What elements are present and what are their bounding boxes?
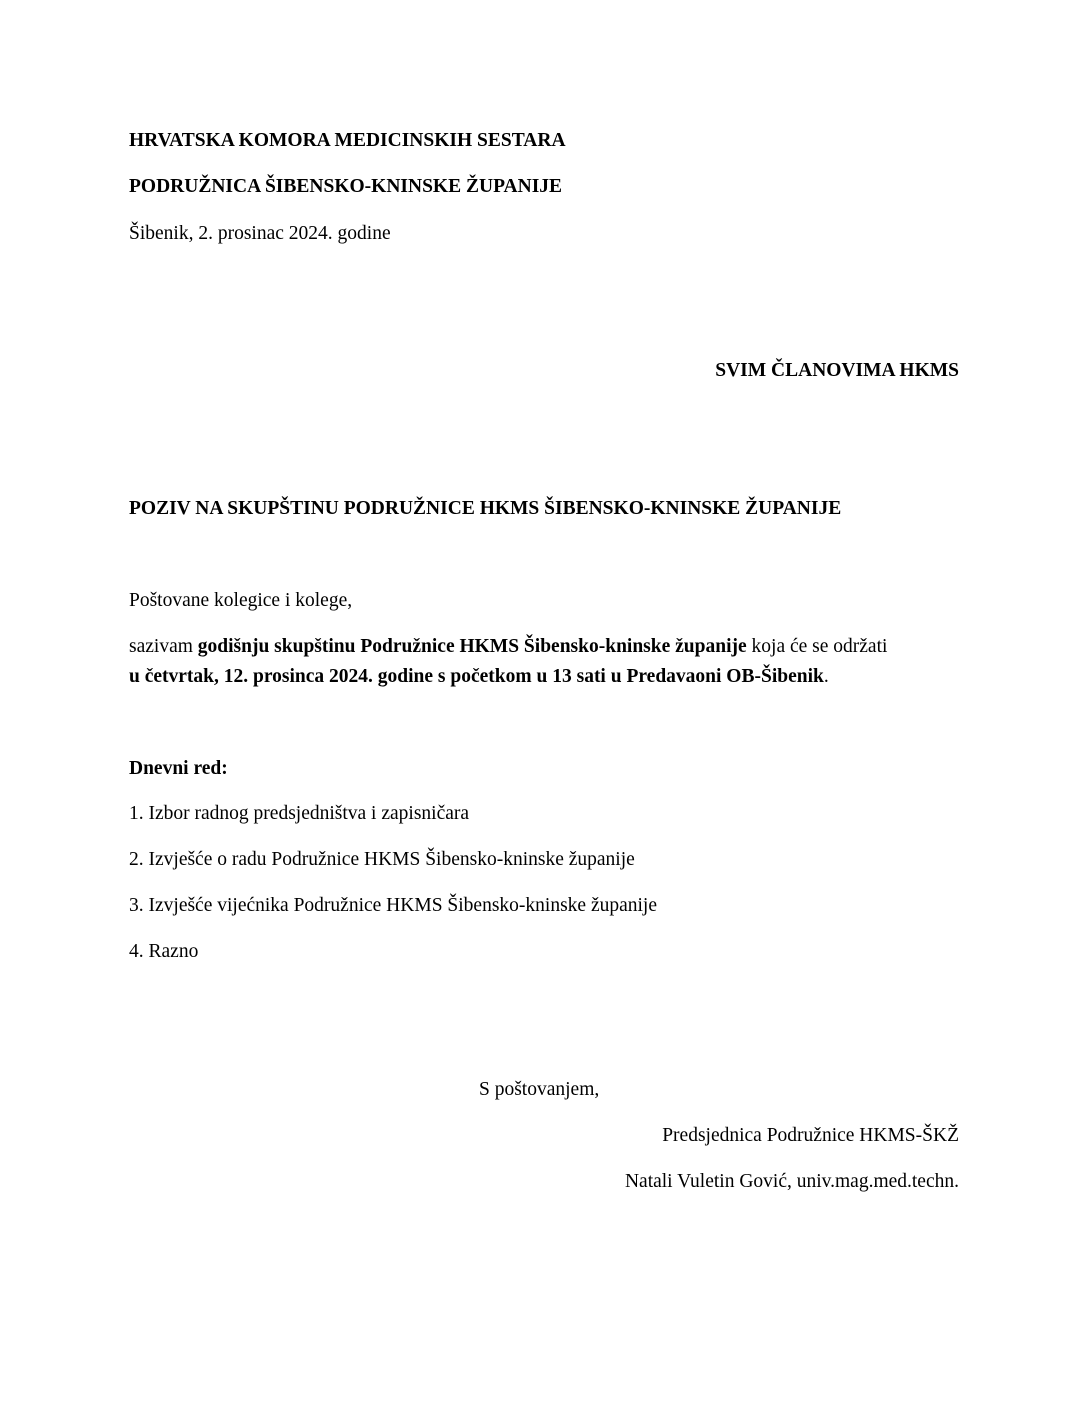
body-paragraph-line-2 bbox=[129, 665, 829, 689]
body-text: . bbox=[823, 666, 829, 687]
agenda-item: 2. Izvješće o radu Podružnice HKMS Šibensko-kninske županije bbox=[129, 849, 635, 870]
document-title: POZIV NA SKUPŠTINU PODRUŽNICE HKMS ŠIBENSKO-KNINSKE ŽUPANIJE bbox=[129, 498, 842, 519]
agenda-item: 4. Razno bbox=[129, 941, 199, 962]
body-paragraph-line-1 bbox=[129, 635, 887, 659]
signatory-role: Predsjednica Podružnice HKMS-ŠKŽ bbox=[662, 1125, 959, 1146]
agenda-item: 3. Izvješće vijećnika Podružnice HKMS Šibensko-kninske županije bbox=[129, 895, 657, 916]
closing-line: S poštovanjem, bbox=[479, 1079, 600, 1100]
body-text-bold: godišnju skupštinu Podružnice HKMS Šibensko-kninske županije bbox=[197, 636, 747, 657]
branch-name: PODRUŽNICA ŠIBENSKO-KNINSKE ŽUPANIJE bbox=[129, 176, 563, 197]
organization-name: HRVATSKA KOMORA MEDICINSKIH SESTARA bbox=[129, 130, 566, 151]
place-date: Šibenik, 2. prosinac 2024. godine bbox=[129, 223, 391, 244]
greeting: Poštovane kolegice i kolege, bbox=[129, 590, 353, 611]
meeting-details: u četvrtak, 12. prosinca 2024. godine s početkom u 13 sati u Predavaoni OB-Šibenik bbox=[129, 666, 824, 687]
recipient-line: SVIM ČLANOVIMA HKMS bbox=[715, 360, 959, 381]
agenda-item: 1. Izbor radnog predsjedništva i zapisničara bbox=[129, 803, 470, 824]
signatory-name: Natali Vuletin Gović, univ.mag.med.techn. bbox=[624, 1171, 959, 1192]
body-text: sazivam bbox=[129, 636, 198, 657]
body-text: koja će se održati bbox=[746, 636, 888, 657]
agenda-heading: Dnevni red: bbox=[129, 758, 228, 779]
